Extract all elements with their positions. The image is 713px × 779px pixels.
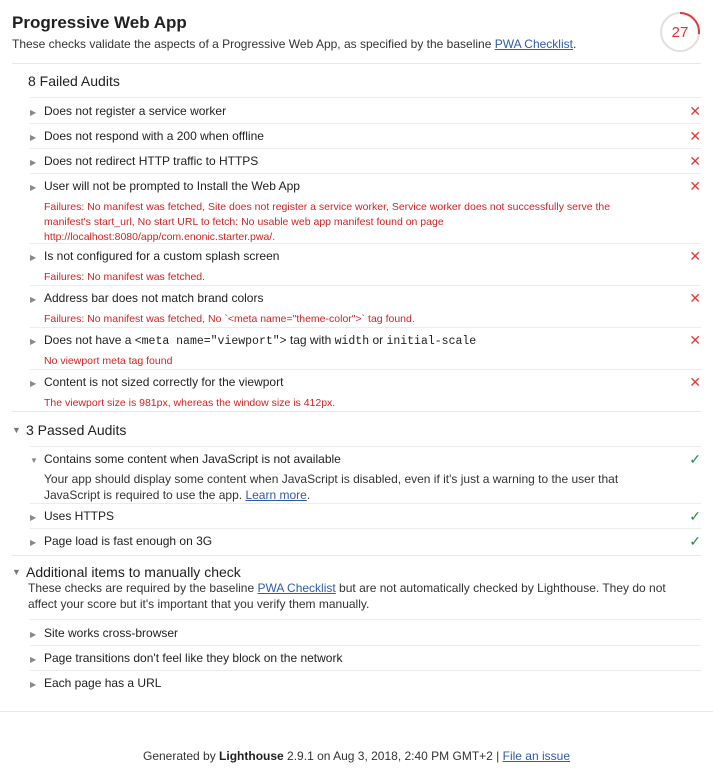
expand-arrow-icon[interactable]: ▶: [30, 295, 37, 304]
audit-failure-detail: Failures: No manifest was fetched, No `<meta name="theme-color">` tag found.: [44, 313, 415, 325]
manual-checks-heading[interactable]: [12, 563, 241, 581]
audit-row[interactable]: [30, 533, 701, 551]
expand-arrow-icon[interactable]: ▶: [30, 108, 37, 117]
passed-audits-heading-text: 3 Passed Audits: [26, 422, 127, 438]
audit-title: Uses HTTPS: [44, 509, 115, 523]
category-description-text: These checks validate the aspects of a Progressive Web App, as specified by the baseline: [12, 37, 495, 51]
audit-row[interactable]: [30, 178, 701, 245]
divider: [30, 619, 701, 620]
expand-arrow-icon[interactable]: ▶: [30, 513, 37, 522]
audit-title: Contains some content when JavaScript is not available: [44, 452, 341, 466]
category-title: Progressive Web App: [12, 13, 187, 32]
code-snippet: <meta name="viewport">: [134, 335, 287, 348]
audit-failure-detail: Failures: No manifest was fetched, Site does not register a service worker, Service worker does not successfully serve the manifest's start_url, No start URL to fetch: No usable web app manifest found on page http://localhost:8080/app/com.enonic.starter.pwa/.: [44, 201, 611, 243]
pwa-checklist-link[interactable]: PWA Checklist: [494, 37, 573, 51]
divider: [30, 173, 701, 174]
audit-title-text: or: [369, 333, 387, 347]
pwa-checklist-link[interactable]: PWA Checklist: [257, 581, 336, 595]
fail-icon: ✕: [689, 374, 701, 390]
audit-title: Does not register a service worker: [44, 104, 227, 118]
footer-text: 2.9.1 on Aug 3, 2018, 2:40 PM GMT+2 |: [283, 749, 503, 763]
audit-title: Does not respond with a 200 when offline: [44, 129, 264, 143]
manual-description-text: but are not automatically checked by Lighthouse. They do not affect your score but it's important that you verify them manually.: [28, 581, 666, 611]
divider: [30, 528, 701, 529]
fail-icon: ✕: [689, 290, 701, 306]
divider: [30, 503, 701, 504]
divider: [30, 285, 701, 286]
divider: [30, 123, 701, 124]
fail-icon: ✕: [689, 153, 701, 169]
fail-icon: ✕: [689, 248, 701, 264]
audit-failure-detail: The viewport size is 981px, whereas the window size is 412px.: [44, 397, 336, 409]
category-description-end: .: [572, 37, 577, 51]
divider: [30, 369, 701, 370]
audit-title: Page load is fast enough on 3G: [44, 534, 213, 548]
audit-row[interactable]: [30, 103, 701, 121]
failed-audits-heading: [28, 72, 120, 90]
audit-title: Page transitions don't feel like they block on the network: [44, 651, 343, 665]
audit-title-text: tag with: [286, 333, 335, 347]
audit-row[interactable]: [30, 374, 701, 411]
expand-arrow-icon[interactable]: ▶: [30, 680, 37, 689]
category-header: [12, 12, 612, 52]
audit-title-text: Does not have a: [44, 333, 135, 347]
audit-row[interactable]: [30, 290, 701, 327]
failed-audits-heading-text: 8 Failed Audits: [28, 73, 120, 89]
divider: [30, 243, 701, 244]
file-issue-link[interactable]: File an issue: [502, 749, 571, 763]
audit-description-end: .: [306, 488, 311, 502]
expand-arrow-icon[interactable]: ▶: [30, 158, 37, 167]
expand-arrow-icon[interactable]: ▶: [30, 379, 37, 388]
divider: [12, 555, 701, 556]
code-snippet: width: [334, 335, 370, 348]
divider: [30, 670, 701, 671]
score-gauge: [660, 12, 700, 52]
audit-description-text: Your app should display some content when JavaScript is disabled, even if it's just a warning to the user that JavaScript is required to use the app.: [44, 472, 619, 502]
audit-title: Address bar does not match brand colors: [44, 291, 264, 305]
manual-item[interactable]: [30, 675, 701, 693]
fail-icon: ✕: [689, 103, 701, 119]
manual-item[interactable]: [30, 625, 701, 643]
expand-arrow-icon[interactable]: ▶: [30, 253, 37, 262]
audit-row[interactable]: [30, 508, 701, 526]
audit-row[interactable]: [30, 248, 701, 285]
expand-arrow-icon[interactable]: ▶: [30, 655, 37, 664]
audit-row[interactable]: [30, 451, 701, 503]
footer-text: Generated by: [142, 749, 220, 763]
audit-title: Each page has a URL: [44, 676, 162, 690]
pass-icon: ✓: [689, 533, 701, 549]
divider: [30, 446, 701, 447]
expand-arrow-icon[interactable]: ▶: [30, 630, 37, 639]
audit-row[interactable]: [30, 128, 701, 146]
score-value: 27: [671, 23, 689, 41]
category-description: [12, 36, 612, 52]
manual-checks-description: [28, 580, 689, 612]
audit-row[interactable]: [30, 332, 701, 369]
pass-icon: ✓: [689, 508, 701, 524]
pass-icon: ✓: [689, 451, 701, 467]
footer-tool-name: Lighthouse: [219, 749, 284, 763]
divider: [12, 63, 701, 64]
audit-failure-detail: No viewport meta tag found: [44, 355, 173, 367]
audit-title: Content is not sized correctly for the viewport: [44, 375, 284, 389]
fail-icon: ✕: [689, 178, 701, 194]
fail-icon: ✕: [689, 332, 701, 348]
audit-title: User will not be prompted to Install the Web App: [44, 179, 300, 193]
divider: [30, 645, 701, 646]
fail-icon: ✕: [689, 128, 701, 144]
passed-audits-heading[interactable]: [12, 421, 126, 439]
collapse-arrow-icon[interactable]: ▼: [12, 425, 21, 435]
manual-checks-heading-text: Additional items to manually check: [26, 564, 241, 580]
expand-arrow-icon[interactable]: ▶: [30, 337, 37, 346]
audit-title: Is not configured for a custom splash screen: [44, 249, 280, 263]
collapse-arrow-icon[interactable]: ▼: [12, 567, 21, 577]
divider: [0, 711, 713, 712]
audit-title: [44, 332, 685, 350]
divider: [30, 148, 701, 149]
footer: [0, 749, 713, 763]
collapse-arrow-icon[interactable]: ▼: [30, 456, 38, 465]
audit-row[interactable]: [30, 153, 701, 171]
divider: [30, 97, 701, 98]
audit-title: Does not redirect HTTP traffic to HTTPS: [44, 154, 259, 168]
expand-arrow-icon[interactable]: ▶: [30, 538, 37, 547]
code-snippet: initial-scale: [386, 335, 477, 348]
expand-arrow-icon[interactable]: ▶: [30, 133, 37, 142]
expand-arrow-icon[interactable]: ▶: [30, 183, 37, 192]
manual-description-text: These checks are required by the baseline: [28, 581, 258, 595]
audit-description: [30, 471, 701, 503]
learn-more-link[interactable]: Learn more: [245, 488, 307, 502]
audit-failure-detail: Failures: No manifest was fetched.: [44, 271, 206, 283]
divider: [12, 411, 701, 412]
divider: [30, 327, 701, 328]
audit-title: Site works cross-browser: [44, 626, 179, 640]
manual-item[interactable]: [30, 650, 701, 668]
